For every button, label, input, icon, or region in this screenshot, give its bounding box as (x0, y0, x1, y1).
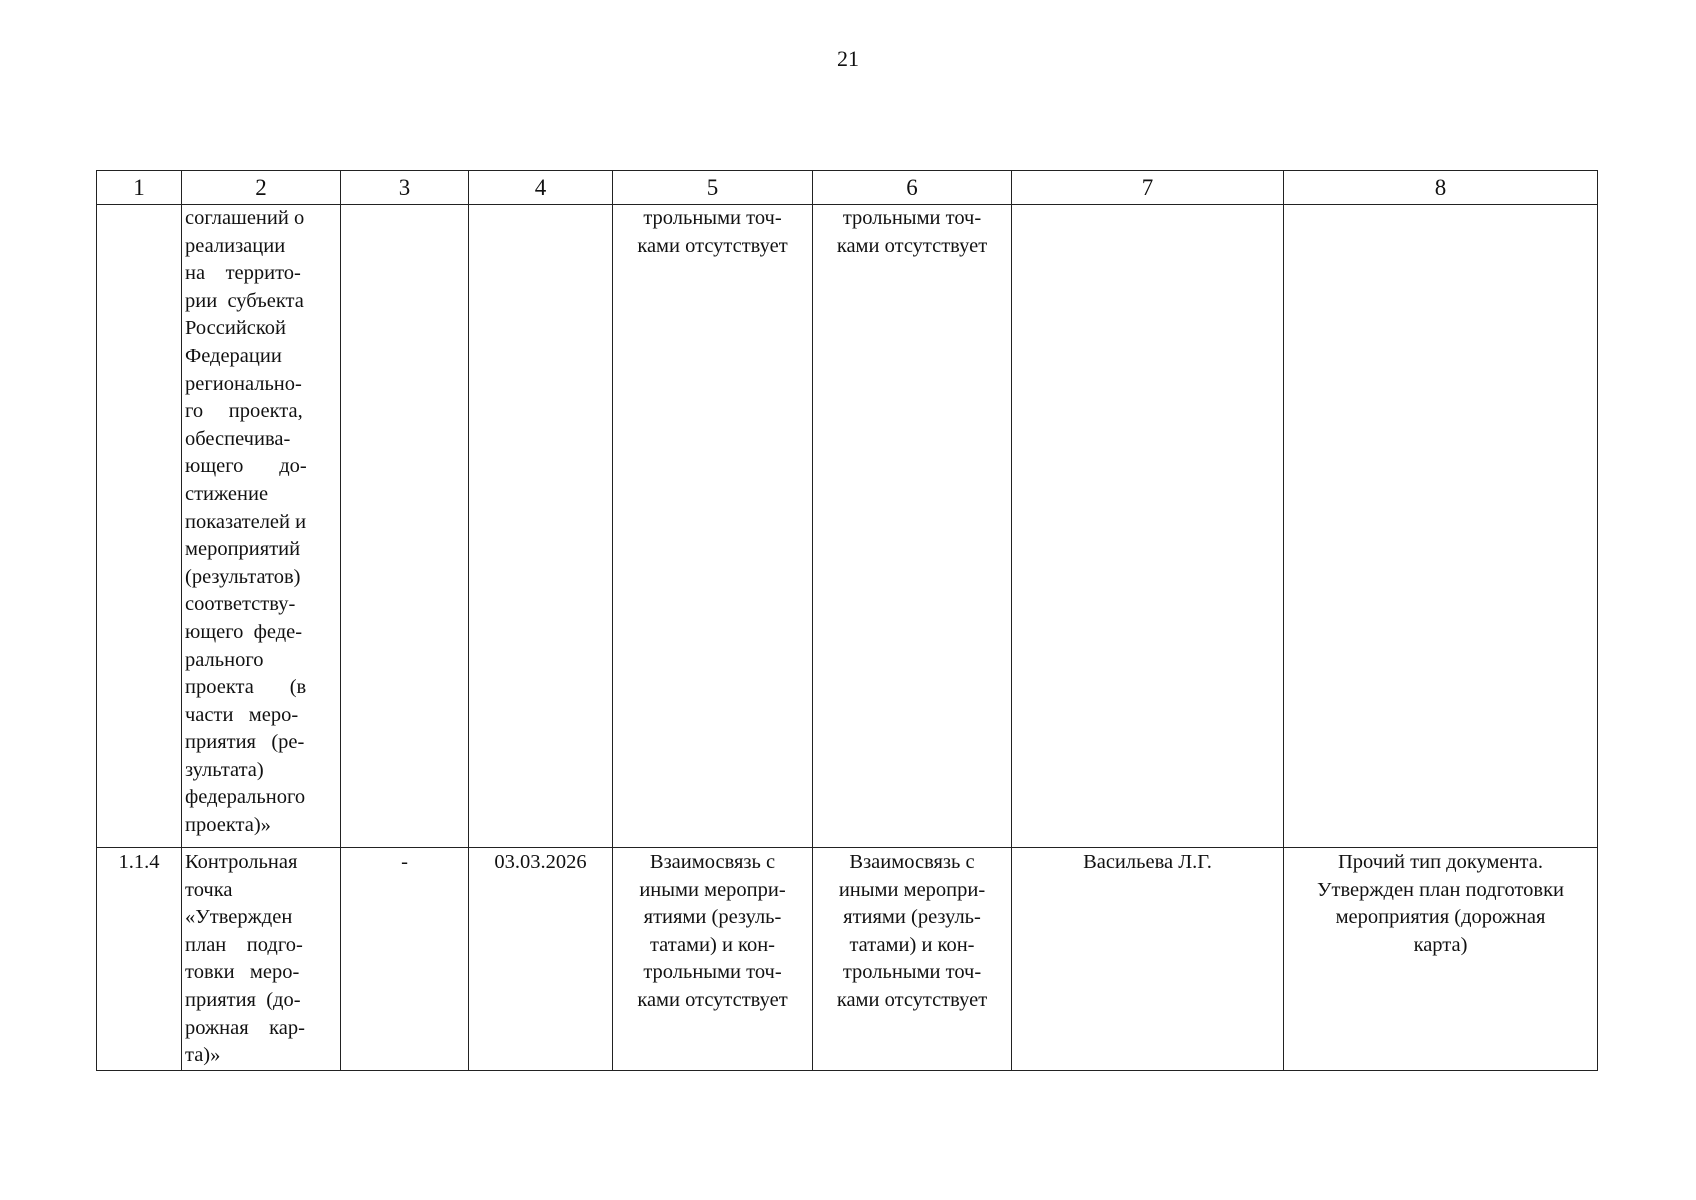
column-header-7: 7 (1012, 171, 1284, 205)
column-number-row (97, 171, 1598, 205)
table-row (97, 205, 1598, 848)
column-header-6: 6 (813, 171, 1012, 205)
table-cell: Прочий тип документа. Утвержден план подготовки мероприятия (дорожная карта) (1284, 848, 1598, 1071)
table-cell: Взаимосвязь с иными меропри- ятиями (резуль- татами) и кон- трольными точ- ками отсутствует (813, 848, 1012, 1071)
table-cell (97, 205, 182, 848)
table-cell (341, 205, 469, 848)
column-header-2: 2 (182, 171, 341, 205)
column-header-3: 3 (341, 171, 469, 205)
table-cell: 03.03.2026 (469, 848, 613, 1071)
table-cell (469, 205, 613, 848)
table-cell: 1.1.4 (97, 848, 182, 1071)
column-header-5: 5 (613, 171, 813, 205)
table-cell: Контрольная точка «Утвержден план подго- товки меро- приятия (до- рожная кар- та)» (182, 848, 341, 1071)
table-cell: Васильева Л.Г. (1012, 848, 1284, 1071)
table-cell: трольными точ- ками отсутствует (813, 205, 1012, 848)
column-header-4: 4 (469, 171, 613, 205)
document-table (96, 170, 1598, 1071)
table-cell (1012, 205, 1284, 848)
column-header-1: 1 (97, 171, 182, 205)
page-number: 21 (837, 46, 859, 71)
table-cell: соглашений о реализации на террито- рии субъекта Российской Федерации регионально- го проекта, обеспечива- ющего до- стижение показателей и мероприятий (результатов) соответству- ющего феде- рального проекта (в части меро- приятия (ре- зультата) федерального проекта)» (182, 205, 341, 848)
table-cell: Взаимосвязь с иными меропри- ятиями (резуль- татами) и кон- трольными точ- ками отсутствует (613, 848, 813, 1071)
table-cell: трольными точ- ками отсутствует (613, 205, 813, 848)
column-header-8: 8 (1284, 171, 1598, 205)
table-cell (1284, 205, 1598, 848)
table-cell: - (341, 848, 469, 1071)
table-row (97, 848, 1598, 1071)
